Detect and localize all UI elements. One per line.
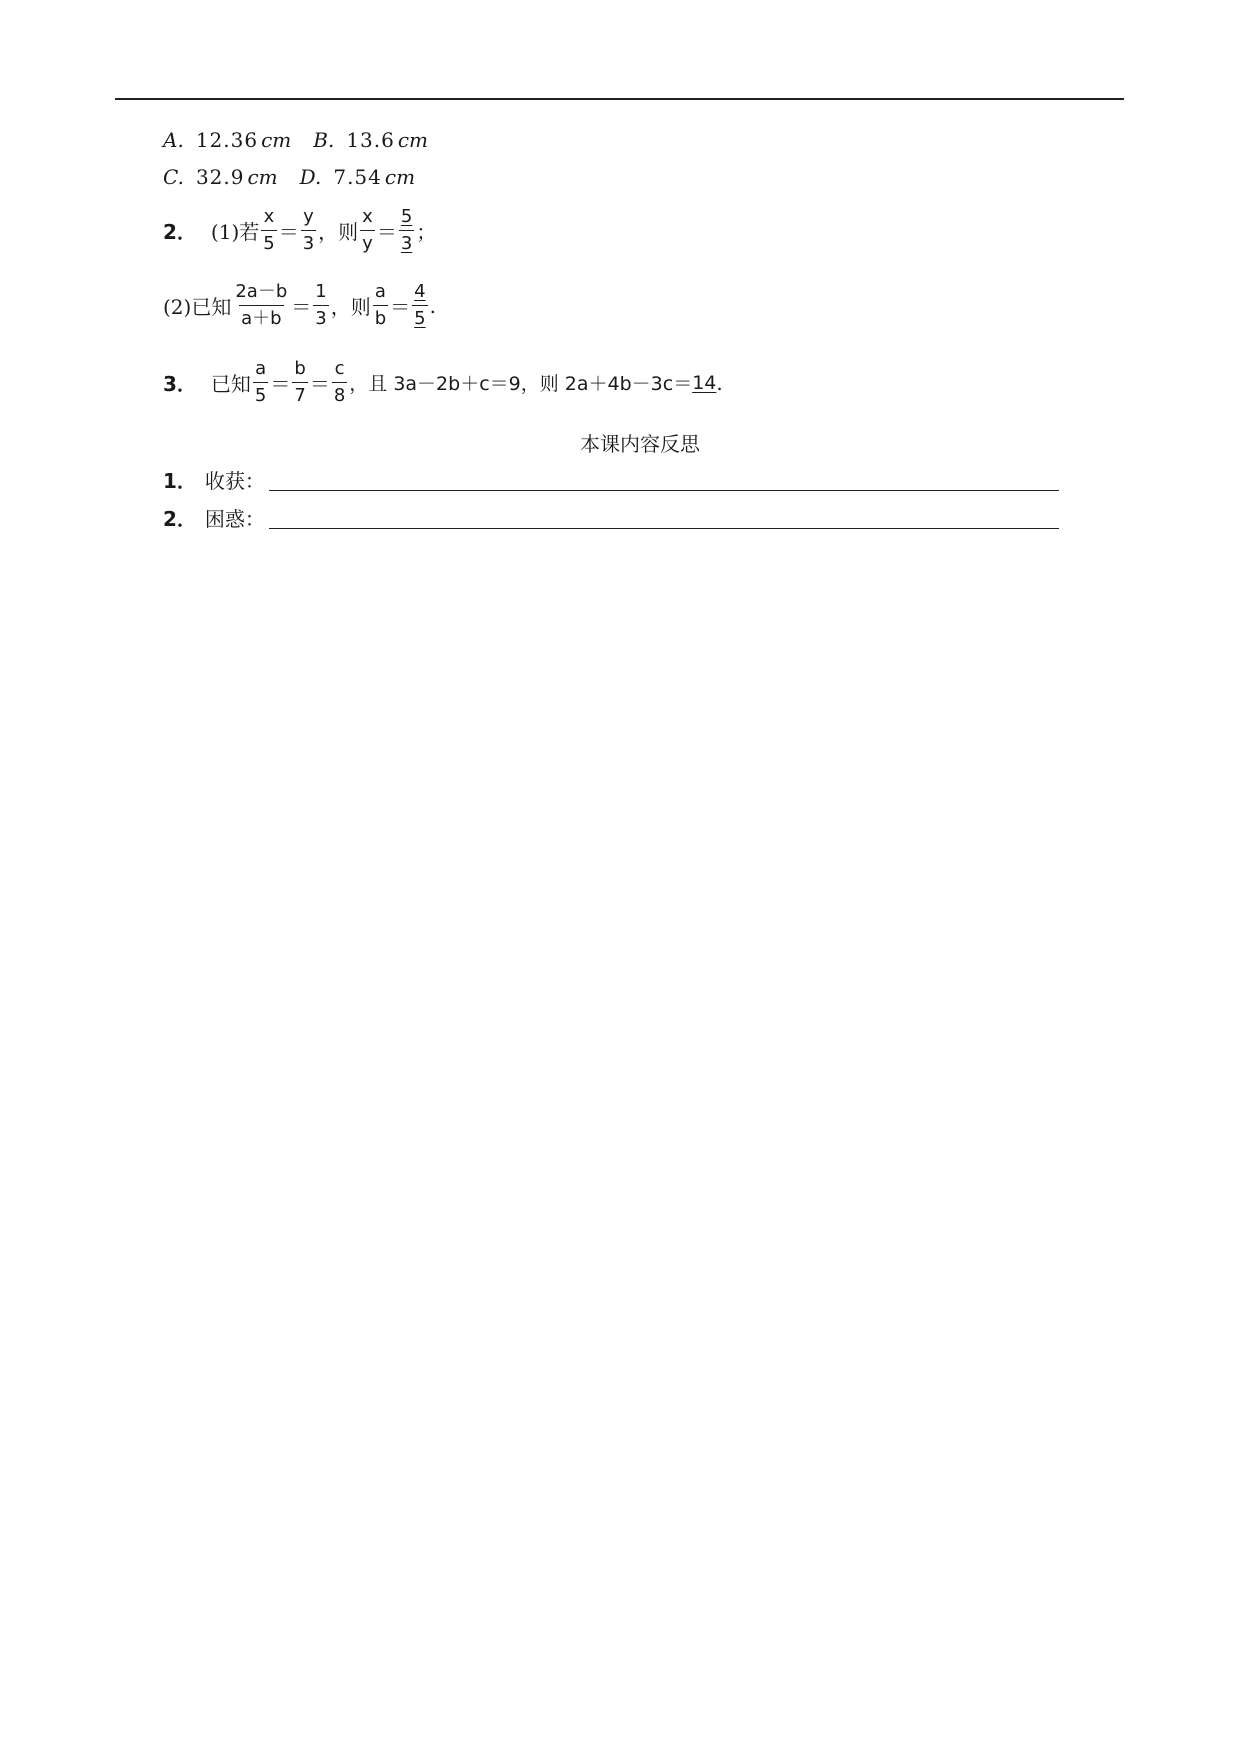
line-end: ； — [416, 220, 437, 244]
q1-options-row-2 — [163, 165, 415, 189]
answer-fraction-4-over-5: $\frac{4}{5}$ — [414, 281, 426, 329]
fraction-b-over-7: $\frac{b}{7}$ — [294, 358, 306, 406]
item-number: 1． — [163, 469, 197, 493]
q3-prefix: 已知 — [210, 372, 251, 396]
question-number: 2． — [163, 220, 197, 244]
q3-condition: ，且 3a－2b＋c＝9，则 2a＋4b－3c＝ — [349, 373, 693, 395]
option-unit: cm — [261, 128, 292, 152]
equals-sign: ＝ — [309, 372, 330, 396]
equals-sign: ＝ — [291, 295, 312, 319]
q1-option-d — [300, 165, 415, 189]
option-value: 12.36 — [195, 128, 259, 152]
q3 — [163, 360, 723, 405]
option-letter: B. — [313, 128, 335, 152]
question-number: 3． — [163, 372, 197, 396]
q1-option-c — [163, 165, 278, 189]
option-value: 13.6 — [346, 128, 395, 152]
answer-blank-line[interactable] — [269, 490, 1059, 491]
answer-fraction-5-over-3: $\frac{5}{3}$ — [400, 206, 413, 254]
answer-blank-line[interactable] — [269, 528, 1059, 529]
option-letter: C. — [163, 165, 184, 189]
q2-part-1 — [163, 208, 436, 253]
q1-options-row-1 — [163, 128, 428, 152]
option-unit: cm — [384, 165, 416, 189]
fraction-y-over-3: $\frac{y}{3}$ — [302, 206, 315, 254]
reflection-item-gains — [163, 465, 1059, 494]
q2-part-2 — [163, 283, 436, 328]
fraction-c-over-8: $\frac{c}{8}$ — [333, 358, 346, 406]
option-unit: cm — [397, 128, 429, 152]
option-value: 7.54 — [333, 165, 382, 189]
item-label: 收获： — [204, 469, 265, 493]
fraction-a-over-b: $\frac{a}{b}$ — [374, 281, 387, 329]
option-letter: A. — [163, 128, 184, 152]
then-text: ，则 — [330, 295, 371, 319]
then-text: ，则 — [318, 220, 359, 244]
equals-sign: ＝ — [376, 220, 397, 244]
reflection-item-confusion — [163, 503, 1059, 532]
fraction-2a-b-over-a-b: $\frac{2a-b}{a+b}$ — [235, 281, 288, 329]
header-rule — [115, 98, 1124, 100]
line-end: . — [716, 370, 723, 395]
q1-option-a — [163, 128, 291, 152]
fraction-x-over-y: $\frac{x}{y}$ — [362, 206, 373, 254]
fraction-a-over-5: $\frac{a}{5}$ — [254, 358, 267, 406]
fraction-x-over-5: $\frac{x}{5}$ — [263, 206, 275, 254]
reflection-title: 本课内容反思 — [580, 432, 700, 456]
option-value: 32.9 — [195, 165, 245, 189]
q2-part2-prefix: (2)已知 — [163, 295, 232, 319]
line-end: . — [429, 293, 436, 318]
fraction-1-over-3: $\frac{1}{3}$ — [315, 281, 327, 329]
item-label: 困惑： — [204, 507, 265, 531]
equals-sign: ＝ — [390, 295, 411, 319]
option-unit: cm — [247, 165, 278, 189]
equals-sign: ＝ — [278, 220, 299, 244]
item-number: 2． — [163, 507, 197, 531]
option-letter: D. — [299, 165, 322, 189]
q1-option-b — [313, 128, 428, 152]
q3-answer: 14 — [692, 371, 717, 394]
equals-sign: ＝ — [270, 372, 291, 396]
q2-part1-prefix: (1)若 — [210, 220, 260, 244]
